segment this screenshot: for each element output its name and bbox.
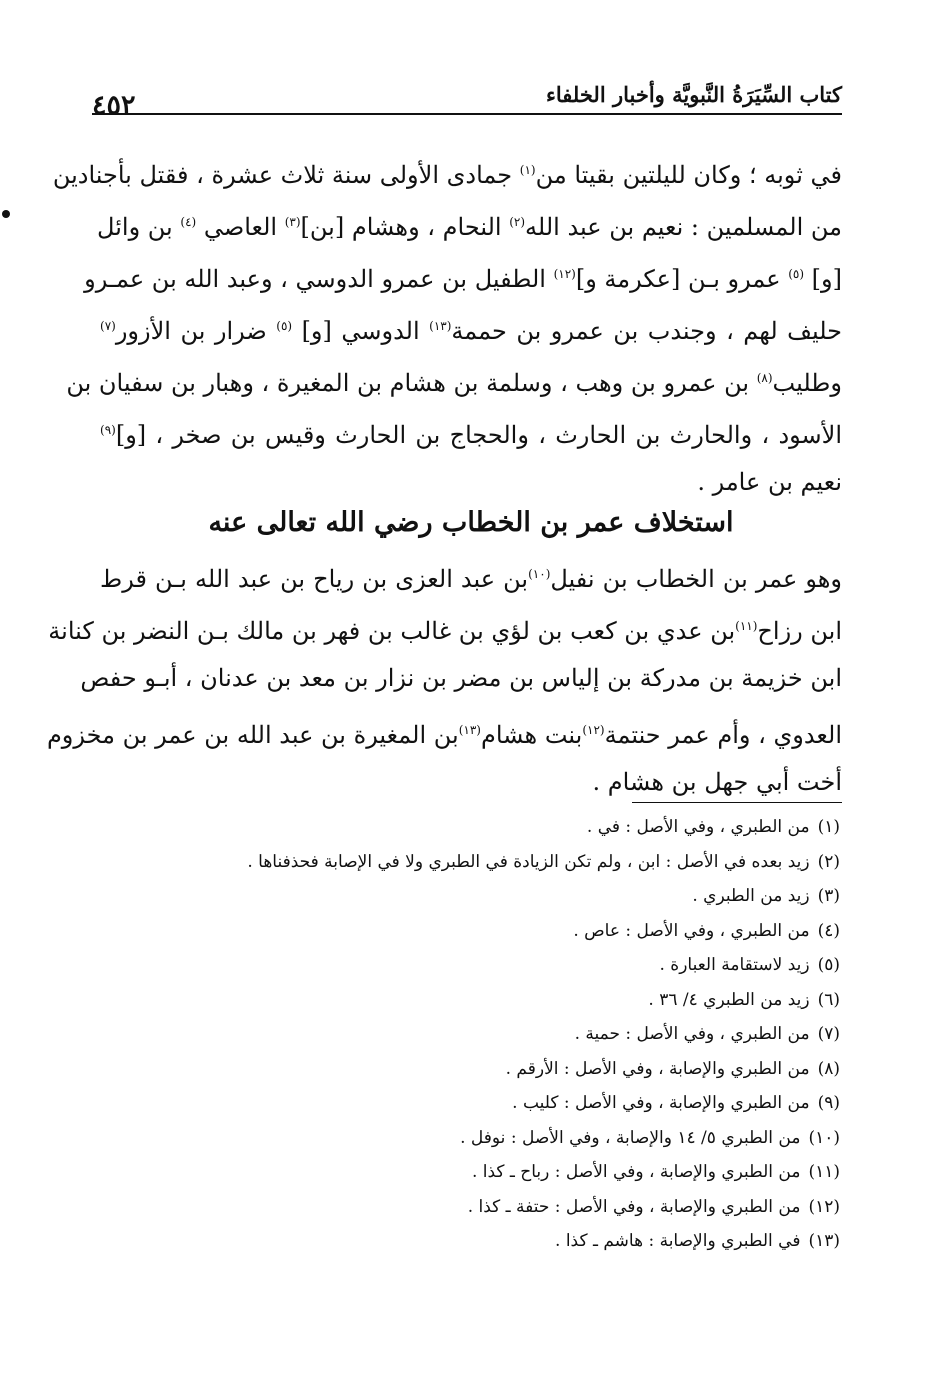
footnote-number: (٣) [817,886,840,906]
footnote-item [180,1052,840,1086]
footnote-item [180,1224,840,1258]
text-segment: بنت هشام [480,721,583,749]
text-segment: الطفيل بن عمرو الدوسي ، وعبد الله بن عمـرو [84,265,554,293]
footnote-number: (١) [817,817,840,837]
text-segment: ابن رزاح [757,617,842,645]
footnote-number: (٦) [817,989,840,1010]
footnote-ref: (٩) [100,423,116,437]
footnote-number: (٢) [817,851,840,872]
text-line [100,408,842,452]
text-line [100,552,842,596]
text-segment: الأسود ، والحارث بن الحارث ، والحجاج بن الحارث وقيس بن صخر ، [و] [115,421,842,449]
footnote-text: من الطبري والإصابة ، وفي الأصل : كليب . [512,1093,810,1113]
footnote-text: من الطبري ، وفي الأصل : حمية . [574,1024,810,1044]
footnote-number: (٧) [817,1024,840,1044]
text-segment: العدوي ، وأم عمر حنتمة [604,721,842,749]
footnote-ref: (١٣) [429,319,452,333]
footnote-item [180,1155,840,1189]
text-segment: عمرو بـن [عكرمة و] [575,265,789,293]
footnote-item [180,948,840,982]
footnote-number: (١٠) [808,1127,840,1148]
footnote-text: زيد بعده في الأصل : ابن ، ولم تكن الزيادة في الطبري ولا في الإصابة فحذفناها . [247,851,810,872]
text-segment: أخت أبي جهل بن هشام . [592,768,842,796]
text-line [66,356,842,400]
footnote-number: (١٢) [808,1196,840,1217]
footnote-ref: (٧) [100,319,116,333]
text-segment: النحام ، وهشام [بن] [300,213,510,241]
footnote-item [180,983,840,1017]
footnote-item [180,914,840,948]
text-segment: وطليب [772,369,842,397]
footnote-ref: (١٢) [553,267,576,281]
footnote-text: زيد من الطبري . [692,886,810,906]
footnote-text: من الطبري والإصابة ، وفي الأصل : رباح ـ كذا . [471,1162,801,1182]
text-segment: من المسلمين : نعيم بن عبد الله [525,213,842,241]
footnote-item [180,845,840,879]
text-segment: وهو عمر بن الخطاب بن نفيل [550,565,842,593]
footnote-item [180,1086,840,1120]
footnote-text: من الطبري والإصابة ، وفي الأصل : حتفة ـ كذا . [467,1196,801,1217]
footnote-ref: (٣) [284,215,301,229]
footnote-ref: (٢) [509,215,526,229]
footnote-number: (١٣) [808,1231,840,1251]
text-line [100,304,842,348]
footnote-ref: (١١) [735,619,758,633]
text-segment: نعيم بن عامر . [697,468,842,496]
book-title: كتاب السِّيَرَةُ النَّبويَّة وأخبار الخلفاء [546,82,842,107]
footnote-number: (١١) [808,1162,840,1182]
footnote-ref: (٤) [180,215,197,229]
text-segment: بن وائل [97,213,181,241]
text-line [97,200,842,244]
footnote-number: (٩) [817,1093,840,1113]
text-line [52,148,842,192]
footnote-item [180,1017,840,1051]
footnote-text: من الطبري والإصابة ، وفي الأصل : الأرقم . [505,1058,810,1079]
footnote-ref: (٥) [788,267,805,281]
footnote-rule [632,802,842,803]
footnote-item [180,1121,840,1155]
header-rule [92,113,842,115]
footnote-ref: (٨) [756,371,773,385]
text-segment: ابن خزيمة بن مدركة بن إلياس بن مضر بن نزار بن معد بن عدنان ، أبـو حفص [80,664,842,692]
text-segment: [و] [804,265,842,293]
text-segment: بن المغيرة بن عبد الله بن عمر بن مخزوم [46,721,459,749]
footnote-text: زيد من الطبري ٤/ ٣٦ . [648,989,810,1010]
footnote-text: من الطبري ، وفي الأصل : في . [586,817,810,837]
text-segment: في ثوبه ؛ وكان لليلتين بقيتا من [535,161,842,189]
section-heading: استخلاف عمر بن الخطاب رضي الله تعالى عنه [208,507,734,538]
footnote-number: (٨) [817,1058,840,1079]
page-number: ٤٥٢ [92,90,136,121]
text-segment: بن عمرو بن وهب ، وسلمة بن هشام بن المغيرة ، وهبار بن سفيان بن [66,369,757,397]
text-line [100,760,842,804]
text-segment: الدوسي [و] [292,317,430,345]
text-segment: بن عبد العزى بن رياح بن عبد الله بـن قرط [100,565,529,593]
footnote-item [180,1190,840,1224]
text-line [80,656,842,700]
footnote-number: (٤) [817,920,840,941]
margin-mark [2,210,10,218]
text-segment: ضرار بن الأزور [115,317,277,345]
footnote-text: زيد لاستقامة العبارة . [659,955,810,975]
footnote-ref: (٥) [276,319,293,333]
text-segment: حليف لهم ، وجندب بن عمرو بن حممة [451,317,843,345]
footnote-text: في الطبري والإصابة : هاشم ـ كذا . [555,1231,801,1251]
footnote-item [180,810,840,844]
footnote-ref: (١) [519,163,536,177]
text-line [84,252,842,296]
footnote-text: من الطبري ٥/ ١٤ والإصابة ، وفي الأصل : نوفل . [460,1127,801,1148]
text-segment: العاصي [196,213,285,241]
footnote-number: (٥) [817,955,840,975]
footnote-ref: (١٣) [458,723,481,737]
text-line [48,604,842,648]
text-line [46,708,842,752]
text-segment: بن عدي بن كعب بن لؤي بن غالب بن فهر بن مالك بـن النضر بن كنانة [48,617,736,645]
footnote-ref: (١٢) [582,723,605,737]
footnote-ref: (١٠) [528,567,551,581]
footnote-text: من الطبري ، وفي الأصل : عاص . [573,920,810,941]
footnote-item [180,879,840,913]
text-segment: جمادى الأولى سنة ثلاث عشرة ، فقتل بأجنادين [52,161,520,189]
